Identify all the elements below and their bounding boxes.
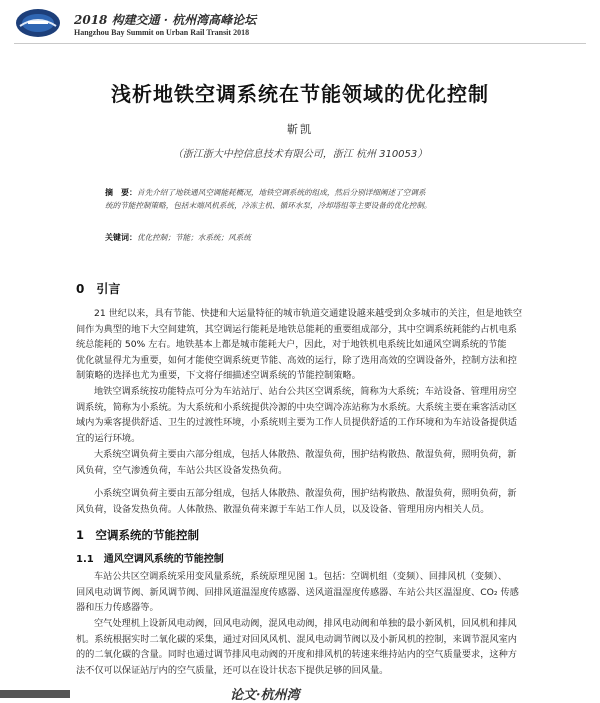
section-heading: 1 空调系统的节能控制 [76, 528, 200, 542]
text-line: 间作为典型的地下大空间建筑，其空调运行能耗是地铁总能耗的重要组成部分，其中空调系统耗能约占机电系 [76, 323, 517, 335]
text-line: 制策略的选择也尤为重要，下文将仔细描述空调系统的节能控制策略。 [76, 370, 361, 381]
text-line: 大系统空调负荷主要由六部分组成，包括人体散热、散湿负荷，围护结构散热、散湿负荷，照明负荷，新 [94, 449, 517, 460]
abstract-line: 统的节能控制策略，包括末端风机系统，冷冻主机、循环水泵，冷却塔组等主要设备的优化控制。 [105, 201, 432, 210]
text-line: 车站公共区空调系统采用变风量系统，系统原理见图 1。包括：空调机组（变频）、回排风机（变频）、 [94, 571, 508, 582]
paper-affiliation: （浙江浙大中控信息技术有限公司，浙江 杭州 310053） [172, 149, 428, 160]
text-line: 小系统空调负荷主要由五部分组成，包括人体散热、散湿负荷，围护结构散热、散湿负荷，照明负荷，新 [94, 488, 517, 499]
abstract-label: 摘 要： [105, 188, 137, 197]
paragraph [76, 486, 546, 517]
paragraph [76, 384, 546, 446]
subsection-heading: 1.1 通风空调风系统的节能控制 [76, 554, 224, 565]
footer-text: 论文·杭州湾 [230, 688, 300, 703]
conference-title-en: Hangzhou Bay Summit on Urban Rail Transit 2018 [74, 28, 250, 37]
keywords [105, 232, 251, 243]
text-line: 风负荷，空气渗透负荷，车站公共区设备发热负荷。 [76, 464, 288, 476]
conference-logo-icon [14, 6, 66, 40]
text-line: 风负荷，设备发热负荷。人体散热、散湿负荷来源于车站工作人员，以及设备、管理用房内相关人员。 [76, 503, 490, 515]
text-line: 地铁空调系统按功能特点可分为车站站厅、站台公共区空调系统，简称为大系统；车站设备、管理用房空 [94, 386, 517, 397]
conference-title-cn: 2018 构建交通 · 杭州湾高峰论坛 [74, 13, 257, 27]
abstract-text: 首先介绍了地铁通风空调能耗概况，地铁空调系统的组成，然后分别详细阐述了空调系 [137, 188, 426, 197]
page-header [14, 6, 586, 44]
text-line: 的的二氧化碳的含量。同时也通过调节排风电动阀的开度和排风机的转速来维持站内的空气质量要求，这种方 [76, 649, 517, 660]
text-line: 域内为乘客提供舒适、卫生的过渡性环境，小系统则主要为工作人员提供舒适的工作环境和为车站设备提供适 [76, 417, 517, 428]
text-line: 器和压力传感器等。 [76, 602, 159, 613]
paper-title: 浅析地铁空调系统在节能领域的优化控制 [111, 82, 489, 106]
text-line: 机。系统根据实时二氧化碳的采集，通过对回风风机、混风电动调节阀以及小新风机的控制，来调节混风室内 [76, 633, 517, 645]
text-line: 统总能耗的 50% 左右。地铁基本上都是城市能耗大户，因此，对于地铁机电系统比如通风空调系统的节能 [76, 339, 507, 350]
text-line: 21 世纪以来，具有节能、快捷和大运量特征的城市轨道交通建设越来越受到众多城市的关注，但是地铁空 [94, 308, 523, 319]
abstract [105, 186, 525, 212]
paragraph [76, 306, 546, 384]
header-divider [14, 43, 586, 44]
section-heading: 0 引言 [76, 282, 121, 296]
text-line: 优化就显得尤为重要，如何才能使空调系统更节能、高效的运行，除了选用高效的空调设备外，控制方法和控 [76, 354, 517, 366]
abstract-line [105, 186, 525, 199]
text-line: 回风电动调节阀、新风调节阀、回排风道温湿度传感器、送风道温湿度传感器、车站公共区温湿度、CO₂ 传感 [76, 586, 519, 598]
paragraph [76, 616, 546, 678]
keywords-label: 关键词： [105, 233, 137, 242]
keywords-text: 优化控制；节能；水系统；风系统 [137, 233, 251, 242]
text-line: 调系统，简称为小系统。为大系统和小系统提供冷源的中央空调冷冻站称为水系统。大系统主要在乘客活动区 [76, 401, 517, 413]
footer-corner-bar [0, 690, 70, 698]
text-line: 空气处理机上设新风电动阀，回风电动阀，混风电动阀，排风电动阀和单独的最小新风机，回风机和排风 [94, 618, 517, 629]
text-line: 宜的运行环境。 [76, 432, 141, 444]
paper-author: 靳凯 [287, 123, 313, 136]
paragraph [76, 447, 546, 478]
text-line: 法不仅可以保证站厅内的空气质量，还可以在设计状态下提供足够的回风量。 [76, 664, 389, 676]
paragraph [76, 569, 546, 616]
